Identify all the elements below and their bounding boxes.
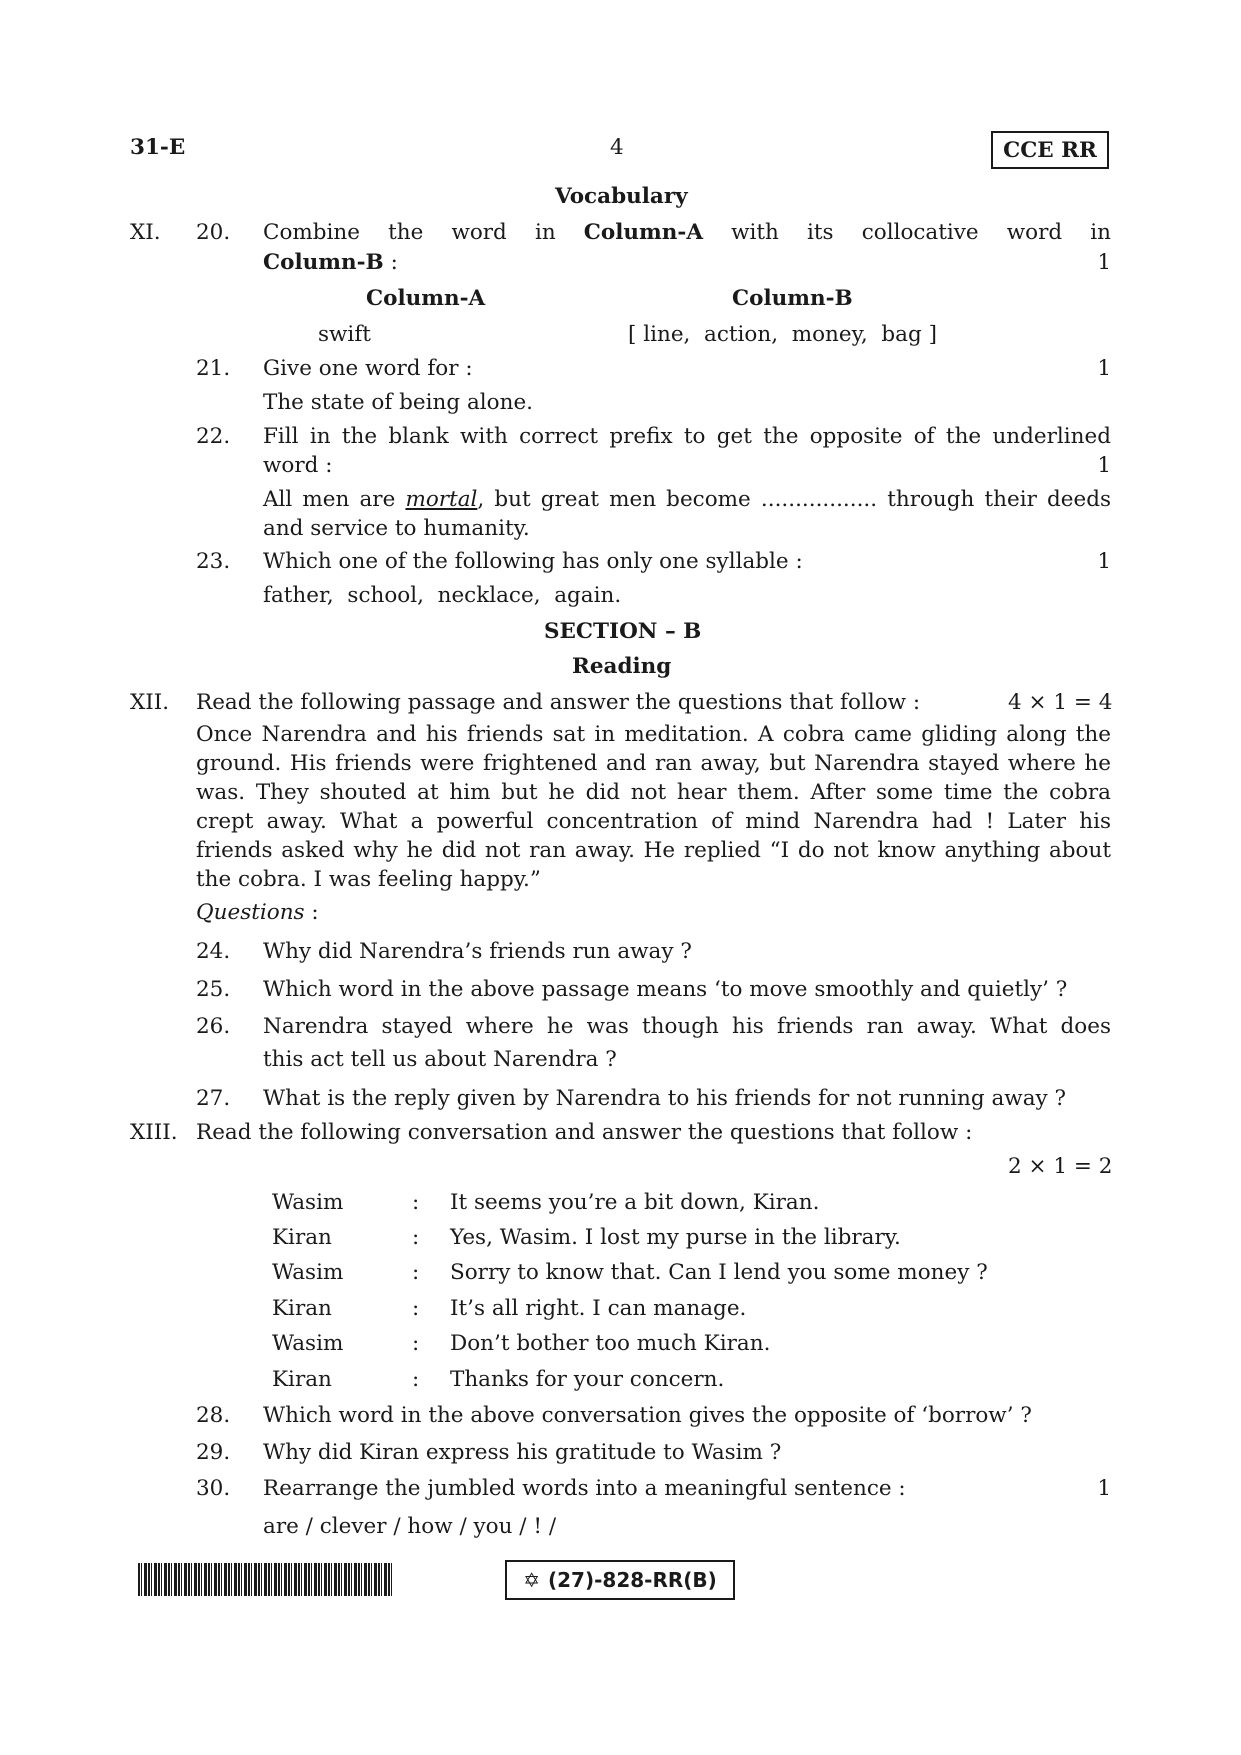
cce-rr-badge: CCE RR <box>991 131 1109 169</box>
q20-marks: 1 <box>1097 250 1111 275</box>
q30-prompt: Rearrange the jumbled words into a meaningful sentence : <box>263 1476 906 1501</box>
dialogue-line: Don’t bother too much Kiran. <box>450 1331 771 1356</box>
q25-text: Which word in the above passage means ‘to move smoothly and quietly’ ? <box>263 977 1068 1002</box>
q30-jumbled-words: are / clever / how / you / ! / <box>263 1514 557 1539</box>
q30-text <box>263 1474 1111 1504</box>
q20-word: in <box>534 220 556 245</box>
q21-text <box>263 354 1111 384</box>
q20-line2 <box>263 248 1111 278</box>
q20-line1 <box>263 218 1111 248</box>
q24-number: 24. <box>196 939 231 964</box>
reading-heading: Reading <box>572 654 672 679</box>
dialogue-speaker: Wasim <box>272 1190 344 1215</box>
q22-ex-post: , but great men become ................. through their deeds <box>477 487 1111 512</box>
dialogue-speaker: Wasim <box>272 1331 344 1356</box>
q22-number: 22. <box>196 424 231 449</box>
q12-marks: 4 × 1 = 4 <box>1008 690 1113 715</box>
passage-line: the cobra. I was feeling happy.” <box>196 867 541 892</box>
dialogue-colon: : <box>412 1331 420 1356</box>
q20-word: collocative <box>861 220 979 245</box>
q25-number: 25. <box>196 977 231 1002</box>
q20-word: Combine <box>263 220 360 245</box>
q20-word: Column-A <box>583 220 704 245</box>
dialogue-speaker: Kiran <box>272 1367 332 1392</box>
q22-example-line1 <box>263 485 1111 515</box>
q20-word: word <box>451 220 507 245</box>
q30-number: 30. <box>196 1476 231 1501</box>
q20-word: word <box>1006 220 1063 245</box>
footer-paper-code: (27)-828-RR(B) <box>547 1568 717 1592</box>
dialogue-colon: : <box>412 1296 420 1321</box>
q28-text: Which word in the above conversation gives the opposite of ‘borrow’ ? <box>263 1403 1032 1428</box>
passage-line: ground. His friends were frightened and ran away, but Narendra stayed where he <box>196 751 1111 776</box>
q26-line2: this act tell us about Narendra ? <box>263 1047 617 1072</box>
column-b-options: [ line, action, money, bag ] <box>628 322 937 347</box>
passage-line: Once Narendra and his friends sat in meditation. A cobra came gliding along the <box>196 722 1111 747</box>
star-of-david-icon: ✡ <box>523 1568 540 1592</box>
q22-word-label: word : <box>263 453 333 478</box>
dialogue-line: Thanks for your concern. <box>450 1367 725 1392</box>
dialogue-colon: : <box>412 1260 420 1285</box>
q23-options: father, school, necklace, again. <box>263 583 622 608</box>
q22-example-line2: and service to humanity. <box>263 516 530 541</box>
column-a-word: swift <box>318 322 371 347</box>
dialogue-line: Sorry to know that. Can I lend you some money ? <box>450 1260 988 1285</box>
dialogue-speaker: Kiran <box>272 1296 332 1321</box>
dialogue-colon: : <box>412 1367 420 1392</box>
q24-text: Why did Narendra’s friends run away ? <box>263 939 692 964</box>
passage-line: was. They shouted at him but he did not hear them. After some time the cobra <box>196 780 1111 805</box>
q13-marks: 2 × 1 = 2 <box>1008 1154 1113 1179</box>
q20-word: in <box>1090 220 1111 245</box>
q27-text: What is the reply given by Narendra to his friends for not running away ? <box>263 1086 1067 1111</box>
q21-marks: 1 <box>1097 356 1111 381</box>
q27-number: 27. <box>196 1086 231 1111</box>
q23-text <box>263 547 1111 577</box>
q22-line1: Fill in the blank with correct prefix to get the opposite of the underlined <box>263 424 1111 449</box>
questions-label <box>196 898 319 928</box>
paper-code: 31-E <box>130 135 186 160</box>
roman-xii: XII. <box>130 690 170 715</box>
passage-line: friends asked why he did not ran away. He replied “I do not know anything about <box>196 838 1111 863</box>
dialogue-line: Yes, Wasim. I lost my purse in the library. <box>450 1225 901 1250</box>
dialogue-speaker: Wasim <box>272 1260 344 1285</box>
q20-word: with <box>731 220 779 245</box>
q13-instruction: Read the following conversation and answer the questions that follow : <box>196 1120 973 1145</box>
column-b-heading: Column-B <box>732 286 853 311</box>
q28-number: 28. <box>196 1403 231 1428</box>
questions-label-text: Questions <box>196 900 305 925</box>
dialogue-line: It’s all right. I can manage. <box>450 1296 747 1321</box>
q22-underlined-word: mortal <box>405 487 478 512</box>
q23-marks: 1 <box>1097 549 1111 574</box>
q21-number: 21. <box>196 356 231 381</box>
q20-number: 20. <box>196 220 231 245</box>
q26-line1: Narendra stayed where he was though his friends ran away. What does <box>263 1014 1111 1039</box>
barcode <box>138 1563 392 1596</box>
page-number: 4 <box>610 135 624 160</box>
q23-number: 23. <box>196 549 231 574</box>
dialogue-speaker: Kiran <box>272 1225 332 1250</box>
q30-marks: 1 <box>1097 1476 1111 1501</box>
questions-colon: : <box>304 900 319 925</box>
q22-line2 <box>263 451 1111 481</box>
vocabulary-heading: Vocabulary <box>555 184 688 209</box>
q23-prompt: Which one of the following has only one syllable : <box>263 549 803 574</box>
q22-ex-pre: All men are <box>263 487 406 512</box>
q21-sub: The state of being alone. <box>263 390 534 415</box>
q20-word: its <box>807 220 834 245</box>
roman-xi: XI. <box>130 220 161 245</box>
q21-prompt: Give one word for : <box>263 356 473 381</box>
footer-code-box <box>505 1560 735 1600</box>
q20-colon: : <box>383 250 398 275</box>
column-a-heading: Column-A <box>366 286 486 311</box>
dialogue-colon: : <box>412 1190 420 1215</box>
q29-text: Why did Kiran express his gratitude to Wasim ? <box>263 1440 782 1465</box>
q29-number: 29. <box>196 1440 231 1465</box>
roman-xiii: XIII. <box>130 1120 178 1145</box>
dialogue-colon: : <box>412 1225 420 1250</box>
q12-instruction: Read the following passage and answer the questions that follow : <box>196 690 921 715</box>
q26-number: 26. <box>196 1014 231 1039</box>
passage-line: crept away. What a powerful concentration of mind Narendra had ! Later his <box>196 809 1111 834</box>
q20-word: the <box>388 220 424 245</box>
q20-column-b-ref: Column-B <box>263 250 384 275</box>
dialogue-line: It seems you’re a bit down, Kiran. <box>450 1190 820 1215</box>
section-b-heading: SECTION – B <box>544 619 702 644</box>
q22-marks: 1 <box>1097 453 1111 478</box>
